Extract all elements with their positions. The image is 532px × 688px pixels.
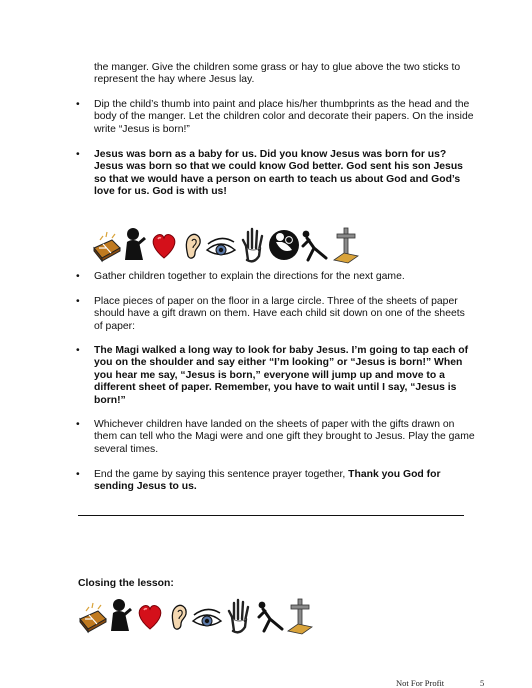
- page-number: 5: [480, 678, 485, 688]
- bullet-marker: •: [76, 345, 80, 356]
- ear-icon: [182, 226, 204, 264]
- heart-icon: [136, 597, 164, 635]
- bullet-marker: •: [76, 469, 80, 480]
- bullet-marker: •: [76, 149, 80, 160]
- bible-icon: [92, 226, 122, 264]
- bullet-marker: •: [76, 296, 80, 307]
- hand-icon: [226, 597, 252, 635]
- paragraph-pieces-of-paper: Place pieces of paper on the floor in a large circle. Three of the sheets of paper should have a gift drawn on them. Have each child sit down on one of the sheets of paper:: [94, 296, 465, 332]
- icon-row-2: [78, 597, 318, 637]
- paragraph-end-game: [94, 469, 476, 494]
- ear-icon: [168, 597, 190, 635]
- horizontal-divider: [78, 515, 464, 516]
- hand-icon: [240, 226, 266, 264]
- end-game-prayer-text: Thank you God for sending Jesus to us.: [94, 469, 441, 493]
- bullet-marker: •: [76, 99, 80, 110]
- eye-icon: [204, 226, 238, 264]
- bible-icon: [78, 597, 108, 635]
- stretching-person-icon: [256, 597, 286, 635]
- cross-icon: [332, 226, 360, 264]
- bullet-marker: •: [76, 419, 80, 430]
- icon-row-1: [92, 226, 362, 266]
- praying-child-icon: [108, 597, 134, 635]
- hug-icon: [268, 226, 300, 264]
- end-game-plain-text: End the game by saying this sentence prayer together,: [94, 469, 349, 480]
- bullet-marker: •: [76, 271, 80, 282]
- cross-icon: [286, 597, 314, 635]
- heart-icon: [150, 226, 178, 264]
- praying-child-icon: [122, 226, 148, 264]
- paragraph-jesus-born-message: Jesus was born as a baby for us. Did you know Jesus was born for us? Jesus was born so that we could know God better. God sent his son Jesus so that we would have a person on earth to teach us about God and God’s love for us. God is with us!: [94, 149, 463, 198]
- stretching-person-icon: [300, 226, 330, 264]
- paragraph-thumbprint: Dip the child’s thumb into paint and place his/her thumbprints as the head and the body of the manger. Let the children color and decorate their papers. On the inside write “Jesus is born!”: [94, 99, 474, 135]
- paragraph-whichever-children: Whichever children have landed on the sheets of paper with the gifts drawn on them can tell who the Magi were and one gift they brought to Jesus. Play the game several times.: [94, 419, 475, 455]
- footer-label: Not For Profit: [396, 678, 445, 688]
- paragraph-manger-continued: the manger. Give the children some grass or hay to glue above the two sticks to represent the hay where Jesus lay.: [94, 62, 461, 86]
- eye-icon: [190, 597, 224, 635]
- paragraph-gather-children: Gather children together to explain the directions for the next game.: [94, 271, 405, 282]
- paragraph-magi-game: The Magi walked a long way to look for baby Jesus. I’m going to tap each of you on the shoulder and say either “I’m looking” or “Jesus is born!” When you hear me say, “Jesus is born,” everyone will jump up and move to a different sheet of paper. Remember, you have to wait until I say, “Jesus is born!”: [94, 345, 469, 406]
- closing-heading: Closing the lesson:: [78, 578, 174, 589]
